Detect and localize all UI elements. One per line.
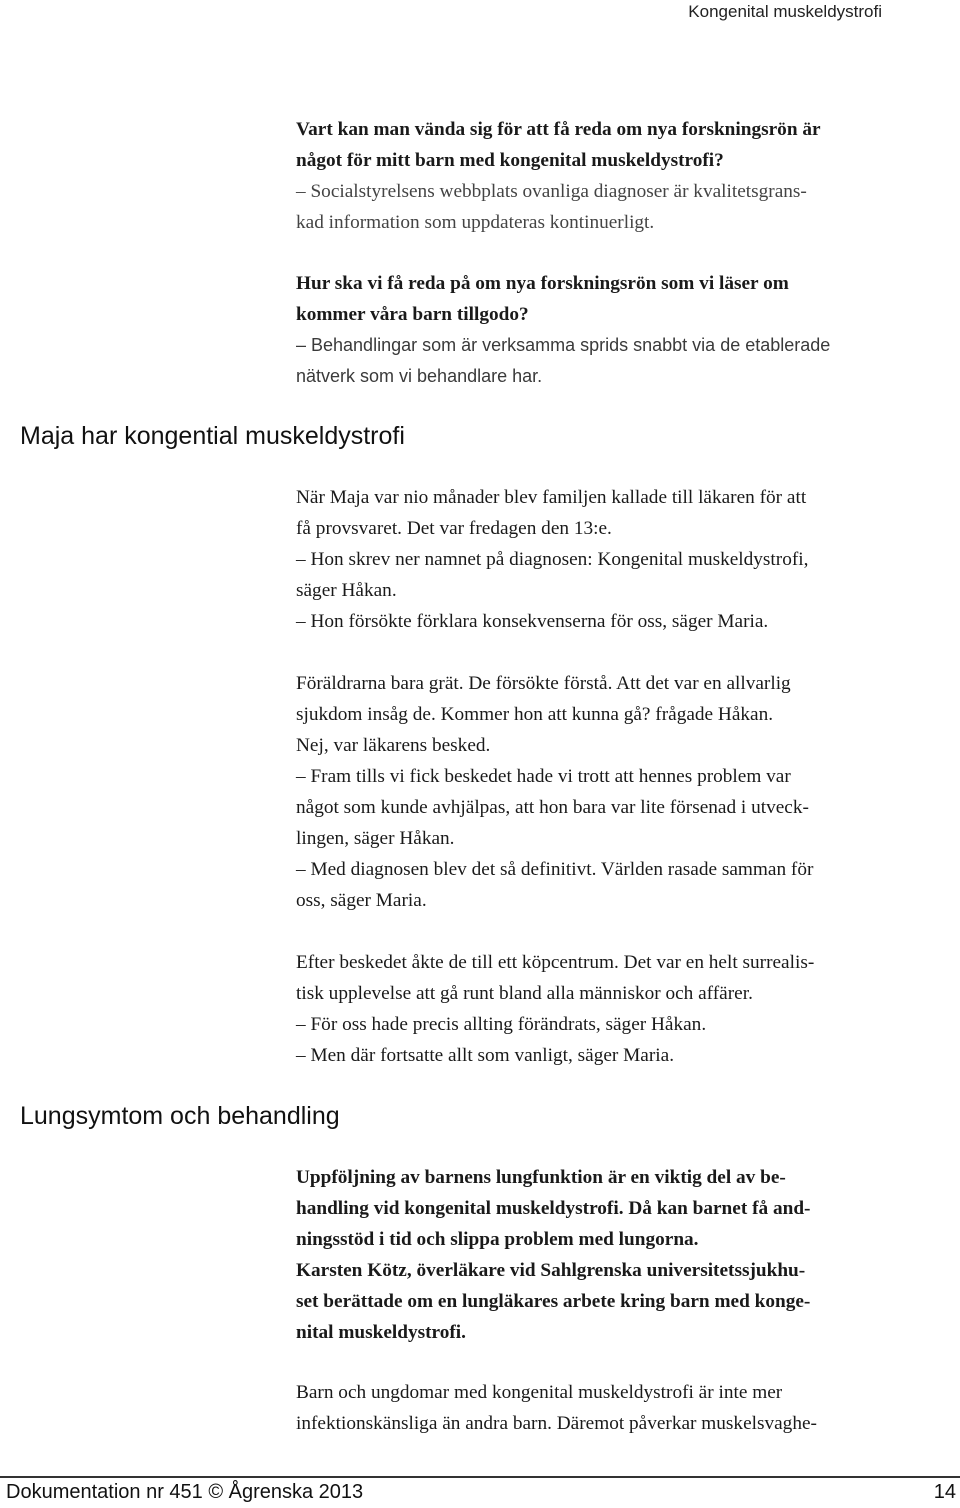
- question-line: något för mitt barn med kongenital muskeldystrofi?: [296, 150, 724, 171]
- paragraph-line: Nej, var läkarens besked.: [296, 735, 491, 756]
- intro-line: ningsstöd i tid och slippa problem med lungorna.: [296, 1229, 699, 1250]
- paragraph-diagnosis: [296, 482, 936, 637]
- paragraph-line: – Hon försökte förklara konsekvenserna för oss, säger Maria.: [296, 611, 769, 632]
- paragraph-line: – Med diagnosen blev det så definitivt. Världen rasade samman för: [296, 859, 814, 880]
- paragraph-line: tisk upplevelse att gå runt bland alla människor och affärer.: [296, 983, 753, 1004]
- section-heading-lung: Lungsymtom och behandling: [20, 1102, 340, 1130]
- intro-line: Uppföljning av barnens lungfunktion är en viktig del av be-: [296, 1167, 786, 1188]
- intro-line: handling vid kongenital muskeldystrofi. Då kan barnet få and-: [296, 1198, 811, 1219]
- paragraph-line: lingen, säger Håkan.: [296, 828, 455, 849]
- question-line: Hur ska vi få reda på om nya forskningsrön som vi läser om: [296, 273, 789, 294]
- paragraph-line: säger Håkan.: [296, 580, 397, 601]
- paragraph-line: – Men där fortsatte allt som vanligt, säger Maria.: [296, 1045, 675, 1066]
- question-line: Vart kan man vända sig för att få reda om nya forskningsrön är: [296, 119, 821, 140]
- paragraph-line: infektionskänsliga än andra barn. Däremot påverkar muskelsvaghe-: [296, 1413, 817, 1434]
- footer-publication: Dokumentation nr 451 © Ågrenska 2013: [6, 1481, 364, 1503]
- paragraph-line: Föräldrarna bara grät. De försökte förstå. Att det var en allvarlig: [296, 673, 791, 694]
- answer-line: nätverk som vi behandlare har.: [296, 366, 543, 386]
- paragraph-line: få provsvaret. Det var fredagen den 13:e.: [296, 518, 612, 539]
- intro-line: set berättade om en lungläkares arbete kring barn med konge-: [296, 1291, 811, 1312]
- page-footer: [0, 1476, 960, 1508]
- paragraph-line: När Maja var nio månader blev familjen kallade till läkaren för att: [296, 487, 807, 508]
- paragraph-line: – För oss hade precis allting förändrats, säger Håkan.: [296, 1014, 707, 1035]
- page-number: 14: [933, 1481, 956, 1503]
- paragraph-line: sjukdom insåg de. Kommer hon att kunna gå? frågade Håkan.: [296, 704, 774, 725]
- paragraph-line: oss, säger Maria.: [296, 890, 427, 911]
- section-heading-maja: Maja har kongential muskeldystrofi: [20, 422, 405, 450]
- paragraph-line: Barn och ungdomar med kongenital muskeldystrofi är inte mer: [296, 1382, 783, 1403]
- question-line: kommer våra barn tillgodo?: [296, 304, 529, 325]
- qa-research-benefit: [296, 268, 936, 392]
- running-header-title: Kongenital muskeldystrofi: [688, 2, 882, 21]
- qa-research-sources: [296, 114, 936, 238]
- intro-line: nital muskeldystrofi.: [296, 1322, 466, 1343]
- paragraph-line: – Fram tills vi fick beskedet hade vi trott att hennes problem var: [296, 766, 791, 787]
- paragraph-line: något som kunde avhjälpas, att hon bara var lite försenad i utveck-: [296, 797, 809, 818]
- paragraph-line: Efter beskedet åkte de till ett köpcentrum. Det var en helt surrealis-: [296, 952, 815, 973]
- paragraph-parents: [296, 668, 936, 916]
- paragraph-infections: [296, 1377, 936, 1439]
- answer-line: kad information som uppdateras kontinuerligt.: [296, 212, 655, 233]
- paragraph-line: – Hon skrev ner namnet på diagnosen: Kongenital muskeldystrofi,: [296, 549, 809, 570]
- lung-intro: [296, 1162, 936, 1348]
- paragraph-shopping-centre: [296, 947, 936, 1071]
- answer-line: – Socialstyrelsens webbplats ovanliga diagnoser är kvalitetsgrans-: [296, 181, 807, 202]
- answer-line: – Behandlingar som är verksamma sprids snabbt via de etablerade: [296, 335, 831, 355]
- intro-line: Karsten Kötz, överläkare vid Sahlgrenska universitetssjukhu-: [296, 1260, 806, 1281]
